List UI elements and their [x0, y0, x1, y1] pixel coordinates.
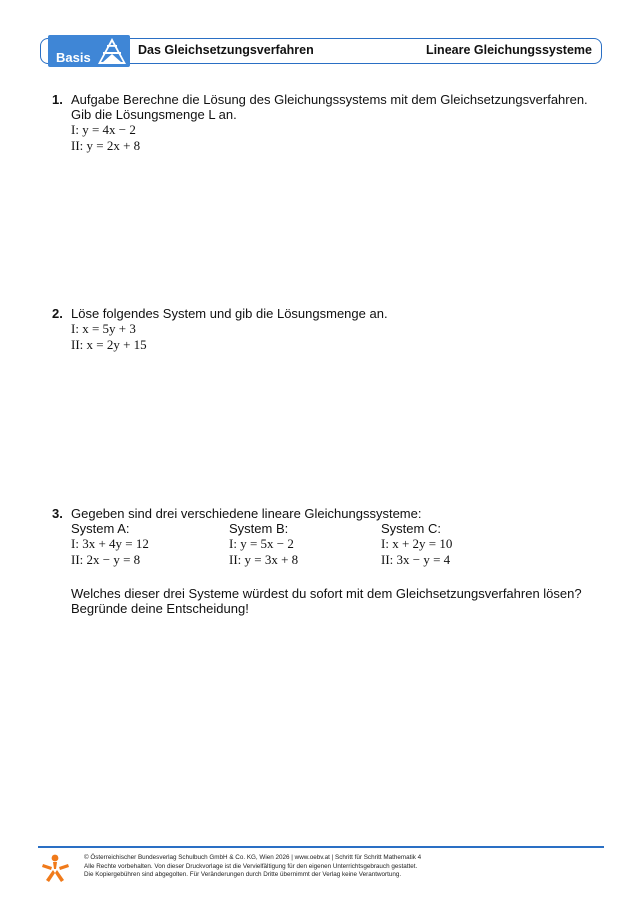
systems-table: [71, 521, 591, 571]
equation-1: I: x + 2y = 10: [381, 536, 453, 551]
task-text: Löse folgendes System und gib die Lösungsmenge an.: [71, 306, 388, 321]
level-badge: [48, 35, 130, 67]
system-c: [381, 521, 541, 568]
task-number: 2.: [52, 306, 63, 321]
footer-copyright: [84, 854, 421, 880]
level-badge-label: Basis: [56, 50, 91, 65]
system-b: [229, 521, 389, 568]
task-text: Gegeben sind drei verschiedene lineare Gleichungssysteme:: [71, 506, 422, 521]
footer-divider: [38, 846, 604, 848]
system-label: System C:: [381, 521, 441, 536]
task-question: Welches dieser drei Systeme würdest du sofort mit dem Gleichsetzungsverfahren lösen?: [71, 586, 582, 601]
equation-1: I: y = 4x − 2: [71, 122, 136, 137]
equation-1: I: 3x + 4y = 12: [71, 536, 149, 551]
task-question-followup: Begründe deine Entscheidung!: [71, 601, 249, 616]
equation-1: I: x = 5y + 3: [71, 321, 136, 336]
equation-2: II: y = 2x + 8: [71, 138, 141, 153]
footer-line-3: Die Kopiergebühren sind abgegolten. Für Veränderungen durch Dritte übernimmt der Verlag keine Verantwortung.: [84, 871, 402, 879]
task-number: 1.: [52, 92, 63, 107]
footer-line-1: © Österreichischer Bundesverlag Schulbuch GmbH & Co. KG, Wien 2026 | www.oebv.at | Schritt für Schritt Mathematik 4: [84, 854, 422, 861]
system-label: System B:: [229, 521, 289, 536]
equation-2: II: y = 3x + 8: [229, 552, 299, 567]
system-a: [71, 521, 231, 568]
worksheet-title: Das Gleichsetzungsverfahren: [138, 43, 314, 57]
system-label: System A:: [71, 521, 130, 536]
worksheet-topic: Lineare Gleichungssysteme: [425, 43, 592, 57]
oebv-star-logo-icon: [40, 853, 70, 883]
footer-line-2: Alle Rechte vorbehalten. Von dieser Druckvorlage ist die Vervielfältigung für den eigenen Unterrichtsgebrauch gestattet.: [84, 862, 418, 870]
task-text: Aufgabe Berechne die Lösung des Gleichungssystems mit dem Gleichsetzungsverfahren. Gib die Lösungsmenge L an.: [71, 92, 588, 122]
equation-2: II: 3x − y = 4: [381, 552, 451, 567]
triangle-level-icon: [97, 37, 127, 65]
equation-2: II: 2x − y = 8: [71, 552, 141, 567]
equation-1: I: y = 5x − 2: [229, 536, 294, 551]
task-number: 3.: [52, 506, 63, 521]
equation-2: II: x = 2y + 15: [71, 337, 147, 352]
